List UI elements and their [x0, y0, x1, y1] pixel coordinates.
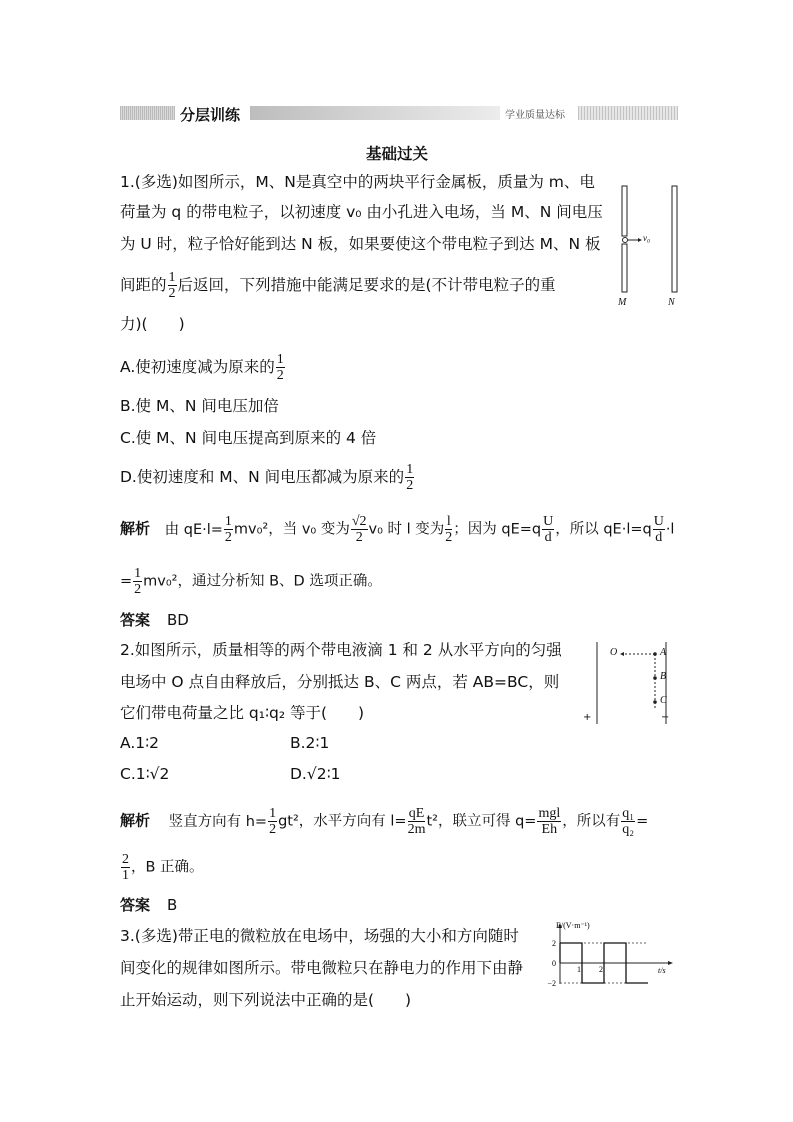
q1-solution-line2: = $\frac{1}{2}$ mv₀²，通过分析知 B、D 选项正确。 [120, 566, 382, 597]
plate-n [672, 186, 677, 292]
fig2-plus-label: + [583, 712, 592, 723]
x-tick-label: 1 [577, 965, 581, 974]
q1-line4 [120, 270, 556, 301]
plate-m-lower [622, 244, 627, 292]
q1-solution-line1: 解析 由 qE·l= $\frac{1}{2}$ mv₀²，当 v₀ 变为 $\frac{√2}{2}$ v₀ 时 l 变为 $\frac{l}{2}$ ；因为 qE=q $\frac{U}{d}$ ，所以 qE·l=q $\frac{U}{d}$ ·l [120, 514, 675, 545]
half-fraction: $\frac{1}{2}$ [276, 352, 284, 383]
y-tick-label: −2 [547, 979, 556, 988]
q1-line5: 力)( ) [120, 315, 185, 333]
q2-option-b: B.2∶1 [290, 734, 330, 752]
q1-option-d: D.使初速度和 M、N 间电压都减为原来的 $\frac{1}{2}$ [120, 462, 414, 493]
q2-option-c: C.1∶√2 [120, 765, 170, 783]
q1-parallel-plates-figure [608, 182, 688, 312]
fig1-n-label: N [668, 297, 675, 308]
q3-field-time-chart [540, 920, 680, 990]
solution-label: 解析 [120, 519, 151, 538]
q2-line3: 它们带电荷量之比 q₁∶q₂ 等于( ) [120, 704, 365, 722]
q1-line3: 为 U 时，粒子恰好能到达 N 板，如果要使这个带电粒子到达 M、N 板 [120, 235, 601, 253]
q1-option-b: B.使 M、N 间电压加倍 [120, 397, 279, 415]
q1-answer [120, 610, 189, 630]
answer-label: 答案 [120, 611, 151, 629]
q2-solution-line1: 解析 竖直方向有 h= $\frac{1}{2}$ gt²，水平方向有 l= $\frac{qE}{2m}$ t²，联立可得 q= $\frac{\text{mgl}}{Eh}$ ，所以有 $\frac{\text{q₁}}{\text{q₂}}$ = [120, 806, 649, 837]
answer-value: B [166, 896, 178, 914]
solution-label: 解析 [120, 811, 151, 830]
y-tick-label: 0 [552, 959, 556, 968]
q1-line4a: 间距的 [120, 276, 167, 294]
q1-line1: 1.(多选)如图所示，M、N是真空中的两块平行金属板，质量为 m、电 [120, 173, 595, 191]
q2-option-d: D.√2∶1 [290, 765, 341, 783]
fig1-m-label: M [618, 297, 627, 308]
q1-option-c: C.使 M、N 间电压提高到原来的 4 倍 [120, 429, 377, 447]
x-axis-arrow [668, 961, 673, 965]
x-tick-label: 2 [599, 965, 603, 974]
q3-line2: 间变化的规律如图所示。带电微粒只在静电力的作用下由静 [120, 959, 524, 977]
q2-line1: 2.如图所示，质量相等的两个带电液滴 1 和 2 从水平方向的匀强 [120, 641, 562, 659]
section-title: 基础过关 [366, 145, 429, 163]
fig1-v0-label: v₀ [643, 233, 651, 243]
fig2-a-label: A [660, 647, 667, 658]
x-axis-label: t/s [658, 966, 666, 975]
header-right-label: 学业质量达标 [505, 110, 565, 121]
q3-line3: 止开始运动，则下列说法中正确的是( ) [120, 991, 412, 1009]
y-tick-label: 2 [552, 939, 556, 948]
q1-line4b: 后返回，下列措施中能满足要求的是(不计带电粒子的重 [177, 276, 556, 294]
plate-m-upper [622, 186, 627, 236]
half-fraction: $\frac{1}{2}$ [406, 462, 414, 493]
q3-line1: 3.(多选)带正电的微粒放在电场中，场强的大小和方向随时 [120, 927, 519, 945]
q1-option-a: A.使初速度减为原来的 $\frac{1}{2}$ [120, 352, 284, 383]
q2-option-a: A.1∶2 [120, 734, 160, 752]
fig2-minus-label: − [661, 712, 670, 723]
q2-solution-line2: $\frac{2}{1}$ ，B 正确。 [122, 852, 204, 883]
q2-line2: 电场中 O 点自由释放后，分别抵达 B、C 两点，若 AB=BC，则 [120, 673, 560, 691]
header-bar-left [120, 106, 175, 120]
half-fraction: $\frac{1}{2}$ [168, 270, 176, 301]
particle [623, 238, 628, 243]
header-bar-right [578, 106, 678, 120]
q1-line2: 荷量为 q 的带电粒子，以初速度 v₀ 由小孔进入电场，当 M、N 间电压 [120, 203, 603, 221]
y-axis-label: E/(V·m⁻¹) [556, 921, 590, 930]
answer-label: 答案 [120, 896, 151, 914]
fig2-o-label: O [610, 647, 618, 658]
header-bar-middle [250, 106, 500, 120]
fig2-b-label: B [660, 671, 667, 682]
fig2-c-label: C [660, 695, 667, 706]
q2-answer [120, 895, 177, 915]
answer-value: BD [166, 611, 189, 629]
header-left-label: 分层训练 [180, 106, 241, 124]
